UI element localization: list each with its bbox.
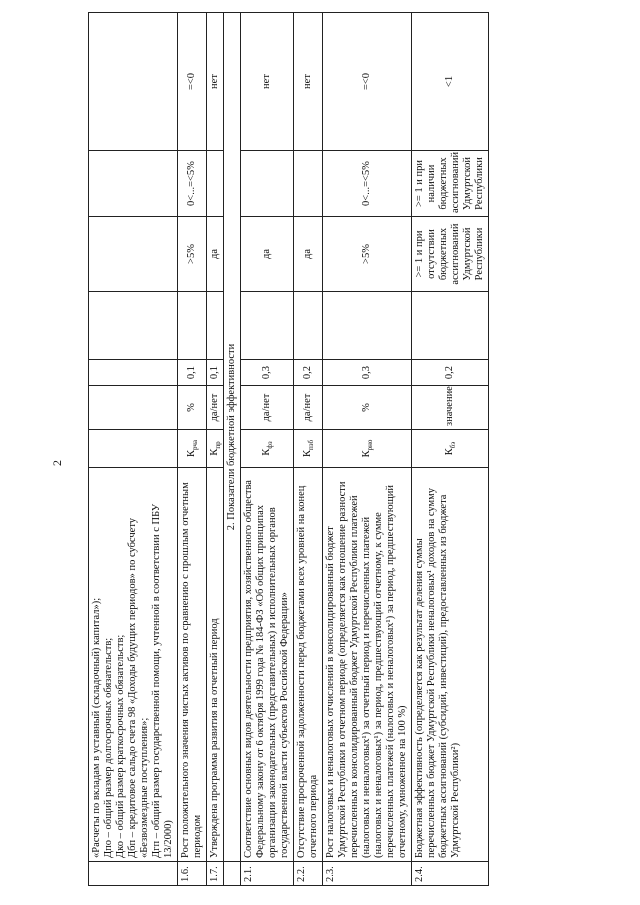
row-value-1: >5% [323, 217, 412, 292]
row-description [241, 468, 294, 862]
row-value-1: >5% [178, 217, 207, 292]
row-unit [89, 386, 178, 430]
code-subscript: пр [214, 441, 223, 449]
row-value-3: нет [241, 13, 294, 151]
description-line: Рост положительного значения чистых активов по сравнению с прошлым отчетным периодом [180, 482, 203, 858]
row-weight: 0,2 [412, 360, 489, 386]
row-value-1 [89, 217, 178, 292]
row-description [412, 468, 489, 862]
row-value-2: >= 1 и при наличии бюджетных ассигнований Удмуртской Республики [412, 151, 489, 217]
section-row [224, 13, 241, 886]
row-value-3: нет [207, 13, 224, 151]
row-weight: 0,1 [178, 360, 207, 386]
row-weight: 0,2 [294, 360, 323, 386]
row-code: $К_{рча}$ [178, 430, 207, 468]
section-num-cell [224, 862, 241, 886]
row-value-3: =<0 [178, 13, 207, 151]
table-row [89, 13, 178, 886]
description-line: Дгп – общий размер государственной помощи, учтенной в соответствии с ПБУ 13/2000) [151, 503, 174, 858]
indicators-table [88, 12, 489, 886]
row-unit: % [323, 386, 412, 430]
row-empty [89, 292, 178, 360]
row-value-1: да [207, 217, 224, 292]
row-weight: 0,3 [323, 360, 412, 386]
section-title: 2. Показатели бюджетной эффективности [224, 13, 241, 862]
code-subscript: фз [266, 441, 275, 449]
row-unit: да/нет [294, 386, 323, 430]
description-line: Дко – общий размер краткосрочных обязательств; [115, 634, 126, 858]
row-description [178, 468, 207, 862]
row-number: 2.2. [294, 862, 323, 886]
code-subscript: рча [191, 440, 200, 450]
code-subscript: пзб [307, 439, 316, 451]
row-empty [207, 292, 224, 360]
description-line: Отсутствие просроченной задолженности перед бюджетами всех уровней на конец отчетного периода [296, 485, 319, 858]
row-number: 1.7. [207, 862, 224, 886]
row-number: 1.6. [178, 862, 207, 886]
row-description [323, 468, 412, 862]
row-description [89, 468, 178, 862]
row-weight [89, 360, 178, 386]
row-empty [412, 292, 489, 360]
description-line: Рост налоговых и неналоговых отчислений в консолидированный бюджет Удмуртской Республики в отчетном периоде (определяется как отношение разности перечисленных в консолидированный бюджет Удмуртской Республики платежей (налоговых и неналоговых¹) за отчетный период и перечисленных платежей (налоговых и неналоговых¹) за период, предшествующий отчетному, к сумме перечисленных платежей (налоговых и неналоговых¹) за период, предшествующий отчетному, умноженное на 100 %) [325, 481, 408, 858]
row-unit: да/нет [207, 386, 224, 430]
row-value-2: 0<...=<5% [178, 151, 207, 217]
row-number: 2.1. [241, 862, 294, 886]
row-code: $К_{фз}$ [241, 430, 294, 468]
table-row [178, 13, 207, 886]
table-body-section-1 [89, 13, 224, 886]
row-weight: 0,1 [207, 360, 224, 386]
rotated-table-wrapper [88, 13, 489, 886]
row-value-3 [89, 13, 178, 151]
description-line: «Расчеты по вкладам в уставный (складочный) капитал»); [91, 597, 102, 858]
row-code: $К_{рно}$ [323, 430, 412, 468]
row-unit: значение [412, 386, 489, 430]
row-description [294, 468, 323, 862]
row-value-1: да [241, 217, 294, 292]
code-subscript: бэ [449, 441, 458, 449]
row-value-3: =<0 [323, 13, 412, 151]
section-2-header [224, 13, 241, 886]
description-line: Соответствие основных видов деятельности предприятия, хозяйственного общества Федеральному закону от 6 октября 1999 года № 184-ФЗ «Об общих принципах организации законодательных (представительных) и исполнительных органов государственной власти субъектов Российской Федерации» [243, 480, 290, 858]
row-number [89, 862, 178, 886]
description-line: Утверждена программа развития на отчетный период [209, 618, 220, 858]
table-row [323, 13, 412, 886]
row-code: $К_{пр}$ [207, 430, 224, 468]
row-weight: 0,3 [241, 360, 294, 386]
row-description [207, 468, 224, 862]
row-value-3: нет [294, 13, 323, 151]
row-unit: да/нет [241, 386, 294, 430]
row-code: $К_{пзб}$ [294, 430, 323, 468]
row-value-2 [207, 151, 224, 217]
row-value-3: <1 [412, 13, 489, 151]
table-row [412, 13, 489, 886]
row-empty [323, 292, 412, 360]
row-empty [294, 292, 323, 360]
row-number: 2.4. [412, 862, 489, 886]
row-code [89, 430, 178, 468]
row-unit: % [178, 386, 207, 430]
row-value-1: >= 1 и при отсутствии бюджетных ассигнований Удмуртской Республики [412, 217, 489, 292]
row-empty [178, 292, 207, 360]
row-number: 2.3. [323, 862, 412, 886]
description-line: Дпо – общий размер долгосрочных обязательств; [103, 637, 114, 858]
row-empty [241, 292, 294, 360]
description-line: Бюджетная эффективность (определяется как результат деления суммы перечисленных в бюджет Удмуртской Республики неналоговых¹ доходов на сумму бюджетных ассигнований (субсидий, инвестиций), предоставленных из бюджета Удмуртской Республики²) [414, 487, 461, 858]
row-value-1: да [294, 217, 323, 292]
table-row [294, 13, 323, 886]
table-body-section-2 [241, 13, 489, 886]
table-row [241, 13, 294, 886]
row-value-2 [241, 151, 294, 217]
row-code: $К_{бэ}$ [412, 430, 489, 468]
page-number: 2 [50, 460, 64, 466]
row-value-2: 0<...=<5% [323, 151, 412, 217]
row-value-2 [89, 151, 178, 217]
description-line: Дбп – кредитовое сальдо счета 98 «Доходы будущих периодов» по субсчету «Безвозмездные поступления»; [127, 517, 150, 858]
table-row [207, 13, 224, 886]
code-subscript: рно [366, 439, 375, 451]
row-value-2 [294, 151, 323, 217]
